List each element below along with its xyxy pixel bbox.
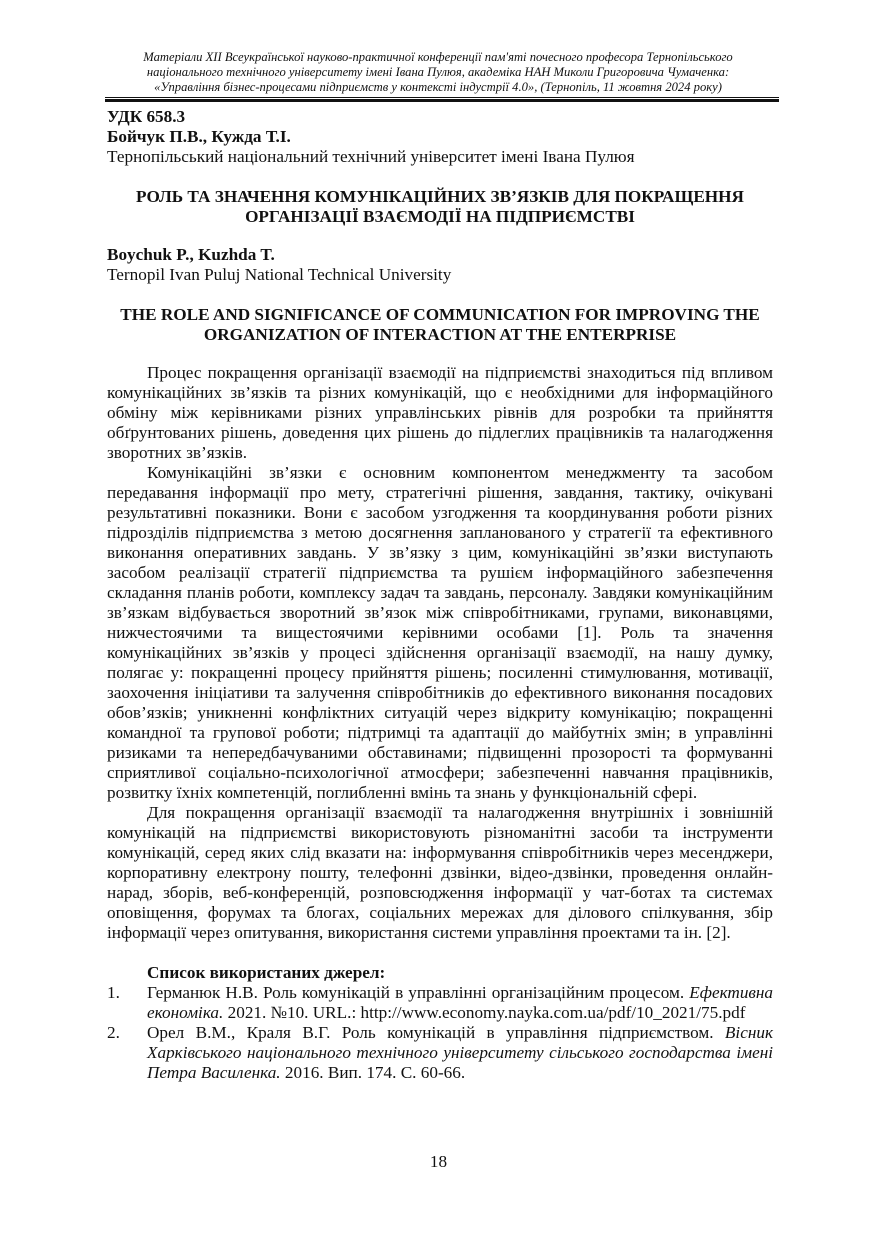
reference-journal: Ефективна економіка. [147,983,773,1022]
udc-code: УДК 658.3 [107,107,186,126]
reference-details: 2016. Вип. 174. С. 60-66. [280,1063,466,1082]
header-rule-thick [105,99,779,102]
title-en [107,305,773,345]
title-en-line: THE ROLE AND SIGNIFICANCE OF COMMUNICATION FOR IMPROVING THE [120,305,760,324]
title-ua-line: ОРГАНІЗАЦІЇ ВЗАЄМОДІЇ НА ПІДПРИЄМСТВІ [245,207,635,226]
reference-authors-title: Орел В.М., Краля В.Г. Роль комунікацій в управління підприємством. [147,1023,725,1042]
title-ua [107,187,773,227]
title-en-line: ORGANIZATION OF INTERACTION AT THE ENTERPRISE [203,325,677,344]
reference-number: 2. [107,1023,120,1042]
reference-details: 2021. №10. URL.: http://www.economy.nayka.com.ua/pdf/10_2021/75.pdf [223,1003,746,1022]
reference-text [147,1023,773,1083]
reference-text [147,983,773,1023]
reference-journal: Вісник Харківського національного технічного університету сільського господарства імені Петра Василенка. [147,1023,773,1082]
reference-authors-title: Германюк Н.В. Роль комунікацій в управлінні організаційним процесом. [147,983,690,1002]
reference-item [107,1023,773,1083]
affiliation-ua: Тернопільський національний технічний університет імені Івана Пулюя [107,147,635,166]
header-rule-thin [105,97,779,98]
affiliation-en: Ternopil Ivan Puluj National Technical University [107,265,452,284]
header-line: «Управління бізнес-процесами підприємств у контексті індустрії 4.0», (Тернопіль, 11 жовтня 2024 року) [154,80,722,94]
authors-en: Boychuk P., Kuzhda T. [107,245,275,264]
authors-ua: Бойчук П.В., Кужда Т.І. [107,127,291,146]
header-line: Матеріали XII Всеукраїнської науково-практичної конференції пам'яті почесного професора Тернопільського [143,50,733,64]
references-title: Список використаних джерел: [147,963,386,982]
header-line: національного технічного університету імені Івана Пулюя, академіка НАН Миколи Григоровича Чумаченка: [146,65,730,79]
body-paragraph: Процес покращення організації взаємодії на підприємстві знаходиться під впливом комунікаційних зв’язків та різних комунікацій, що є необхідними для інформаційного обміну між керівниками різних управлінських рівнів для розробки та прийняття обґрунтованих рішень, доведення цих рішень до підлеглих працівників та налагодження зворотних зв’язків. [107,363,773,462]
conference-header [100,50,776,95]
article-body [107,107,773,1083]
reference-number: 1. [107,983,120,1002]
page-number: 18 [429,1152,448,1171]
body-paragraph: Для покращення організації взаємодії та налагодження внутрішніх і зовнішній комунікацій на підприємстві використовують різноманітні засоби та інструменти комунікацій, серед яких слід вказати на: інформування співробітників через месенджери, корпоративну електрону пошту, телефонні дзвінки, відео-дзвінки, проведення онлайн-нарад, зборів, веб-конференцій, розповсюдження інформації у чат-ботах та системах оповіщення, форумах та блогах, соціальних мережах для ділового спілкування, збір інформації через опитування, використання системи управління проектами та ін. [2]. [107,803,773,942]
body-paragraph: Комунікаційні зв’язки є основним компонентом менеджменту та засобом передавання інформації про мету, стратегічні рішення, завдання, тактику, очікувані результативні показники. Вони є засобом узгодження та координування роботи різних підрозділів підприємства з метою досягнення запланованого у стратегії та ефективного виконання оперативних завдань. У зв’язку з цим, комунікаційні зв’язки виступають засобом реалізації стратегії підприємства та рушієм інформаційного забезпечення складання планів роботи, комплексу задач та завдань, персоналу. Завдяки комунікаційним зв’язкам відбувається зворотний зв’язок між співробітниками, групами, виконавцями, нижчестоячими та вищестоячими керівними особами [1]. Роль та значення комунікаційних зв’язків у процесі здійснення організації взаємодії, на нашу думку, полягає у: покращенні процесу прийняття рішень; посиленні стимулювання, мотивації, заохочення ініціативи та залучення співробітників до ефективного виконання посадових обов’язків; уникненні конфліктних ситуацій через відкриту комунікацію; покращенні командної та групової роботи; підтримці та адаптації до майбутніх змін; в управлінні ризиками та непередбачуваними обставинами; підвищенні прозорості та формуванні сприятливої соціально-психологічної атмосфери; забезпеченні навчання працівників, розвитку їхніх компетенцій, поглибленні вмінь та знань у функціональній сфері. [107,463,773,802]
reference-item [107,983,773,1023]
title-ua-line: РОЛЬ ТА ЗНАЧЕННЯ КОМУНІКАЦІЙНИХ ЗВ’ЯЗКІВ ДЛЯ ПОКРАЩЕННЯ [136,187,744,206]
